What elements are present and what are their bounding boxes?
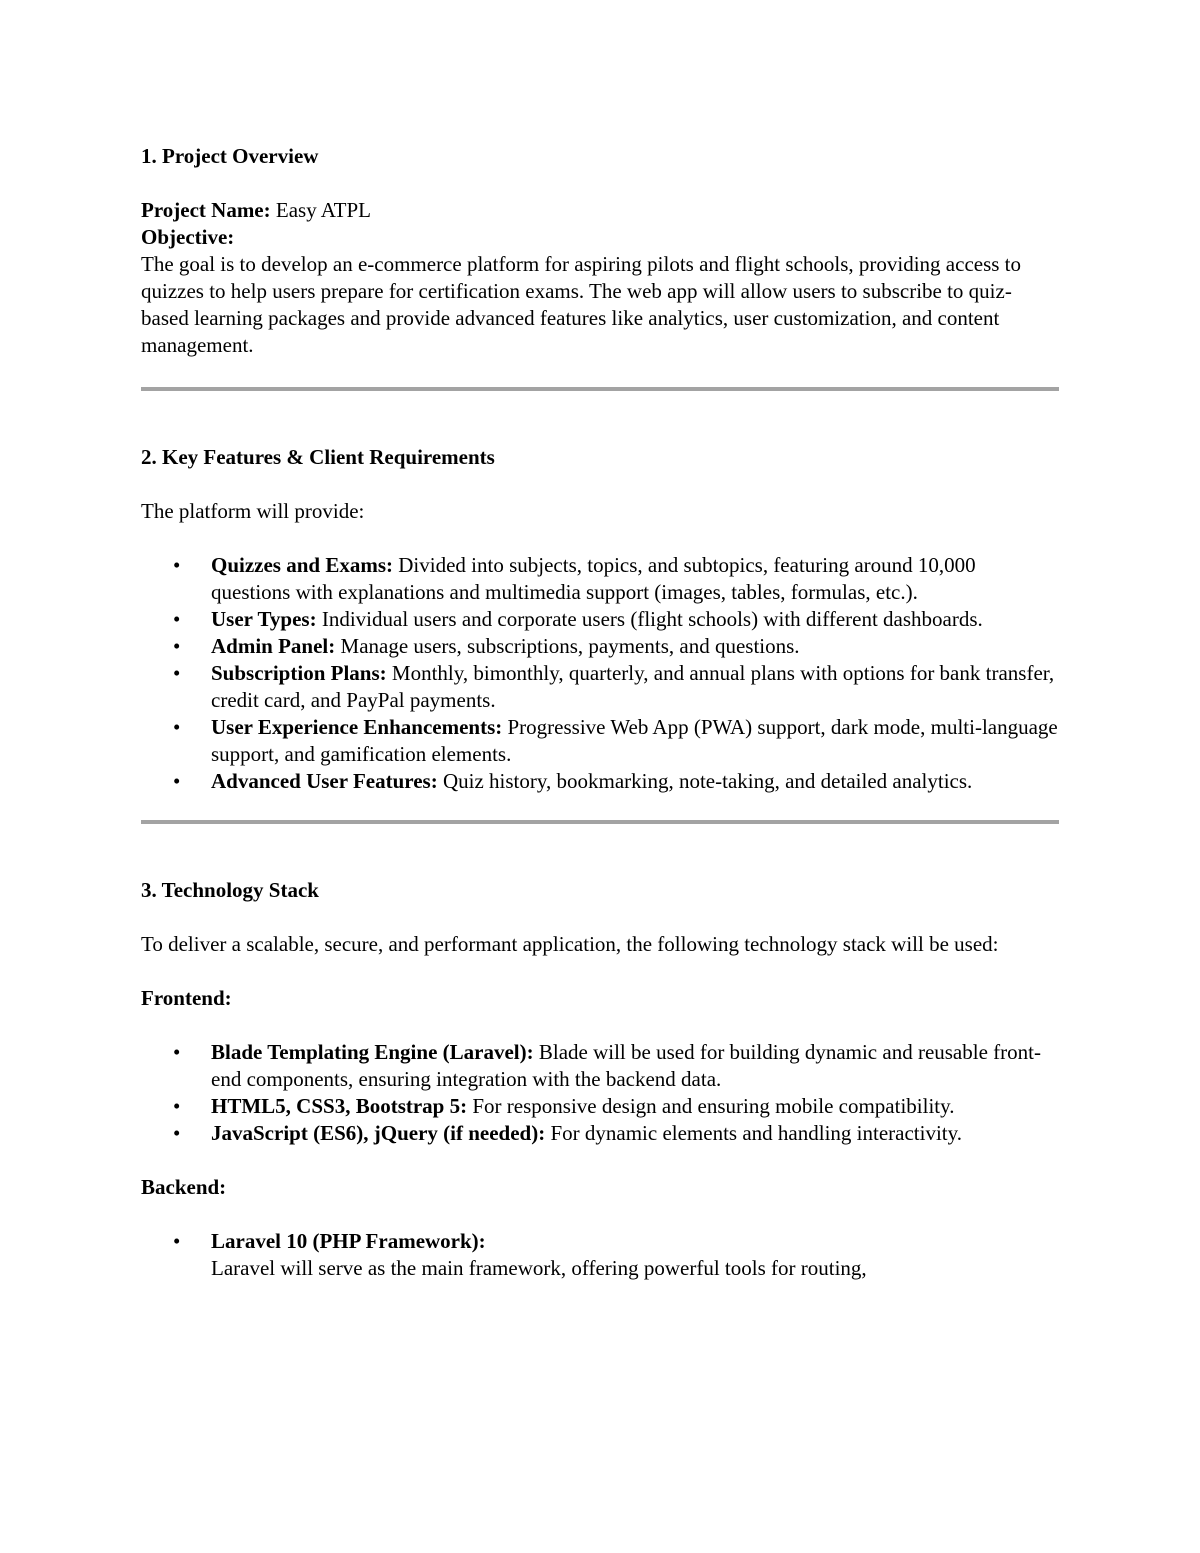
frontend-text: Blade will be used for building dynamic and reusable front-end components, ensuring integration with the backend data. xyxy=(211,1040,1041,1091)
feature-item-quizzes xyxy=(141,552,1059,606)
feature-text: Monthly, bimonthly, quarterly, and annual plans with options for bank transfer, credit card, and PayPal payments. xyxy=(211,661,1055,712)
frontend-item-blade xyxy=(141,1039,1059,1093)
objective-text: The goal is to develop an e-commerce platform for aspiring pilots and flight schools, providing access to quizzes to help users prepare for certification exams. The web app will allow users to subscribe to quiz-based learning packages and provide advanced features like analytics, user customization, and content management. xyxy=(141,252,1022,357)
features-list xyxy=(141,552,1059,795)
feature-label: Admin Panel: xyxy=(211,634,336,658)
feature-text: Individual users and corporate users (flight schools) with different dashboards. xyxy=(316,607,983,631)
feature-text: Manage users, subscriptions, payments, and questions. xyxy=(335,634,800,658)
section-2-heading: 2. Key Features & Client Requirements xyxy=(141,445,495,469)
feature-label: Advanced User Features: xyxy=(211,769,438,793)
frontend-label: HTML5, CSS3, Bootstrap 5: xyxy=(211,1094,468,1118)
feature-item-user-types xyxy=(141,606,1059,633)
frontend-list xyxy=(141,1039,1059,1147)
feature-item-advanced-user xyxy=(141,768,1059,795)
backend-label: Laravel 10 (PHP Framework): xyxy=(211,1229,486,1253)
backend-text: Laravel will serve as the main framework, offering powerful tools for routing, xyxy=(211,1256,867,1280)
backend-heading: Backend: xyxy=(141,1175,227,1199)
document-page xyxy=(141,143,1059,1282)
feature-text: Divided into subjects, topics, and subtopics, featuring around 10,000 questions with explanations and multimedia support (images, tables, formulas, etc.). xyxy=(211,553,976,604)
feature-item-ux-enhancements xyxy=(141,714,1059,768)
feature-item-admin-panel xyxy=(141,633,1059,660)
feature-label: User Experience Enhancements: xyxy=(211,715,503,739)
feature-text: Quiz history, bookmarking, note-taking, and detailed analytics. xyxy=(437,769,973,793)
feature-label: Subscription Plans: xyxy=(211,661,387,685)
backend-item-laravel xyxy=(141,1228,1059,1282)
backend-list xyxy=(141,1228,1059,1282)
section-3-heading: 3. Technology Stack xyxy=(141,878,319,902)
objective-label: Objective: xyxy=(141,225,235,249)
project-name-label: Project Name: xyxy=(141,198,271,222)
feature-label: User Types: xyxy=(211,607,317,631)
section-1-heading: 1. Project Overview xyxy=(141,144,319,168)
frontend-heading: Frontend: xyxy=(141,986,232,1010)
feature-text: Progressive Web App (PWA) support, dark mode, multi-language support, and gamification elements. xyxy=(211,715,1058,766)
frontend-label: JavaScript (ES6), jQuery (if needed): xyxy=(211,1121,546,1145)
frontend-text: For responsive design and ensuring mobile compatibility. xyxy=(467,1094,955,1118)
frontend-item-html-css xyxy=(141,1093,1059,1120)
section-2-intro: The platform will provide: xyxy=(141,499,365,523)
frontend-text: For dynamic elements and handling interactivity. xyxy=(545,1121,962,1145)
frontend-label: Blade Templating Engine (Laravel): xyxy=(211,1040,534,1064)
project-name-value: Easy ATPL xyxy=(270,198,371,222)
frontend-item-javascript xyxy=(141,1120,1059,1147)
section-3-intro: To deliver a scalable, secure, and performant application, the following technology stack will be used: xyxy=(141,932,999,956)
feature-label: Quizzes and Exams: xyxy=(211,553,394,577)
feature-item-subscription-plans xyxy=(141,660,1059,714)
project-name-line xyxy=(141,197,1059,224)
